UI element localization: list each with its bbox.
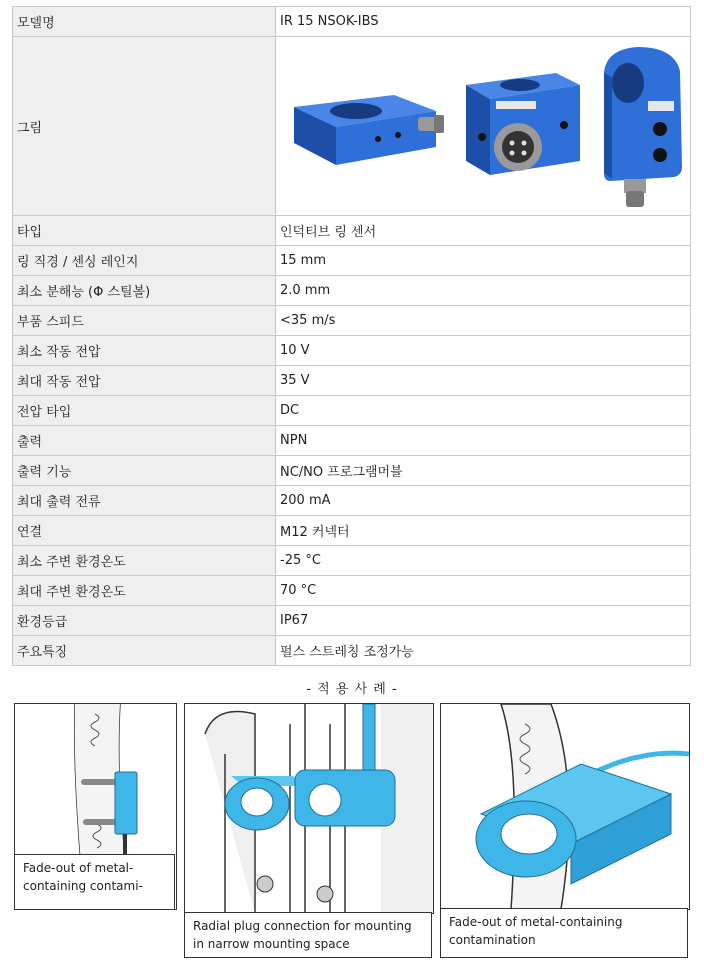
spec-value: DC	[276, 396, 691, 426]
spec-row-figure	[13, 37, 691, 216]
spec-table	[12, 6, 691, 666]
application-caption-1: Fade-out of metal-containing contami-	[14, 854, 175, 910]
spec-label: 전압 타입	[13, 396, 276, 426]
spec-value: 2.0 mm	[276, 276, 691, 306]
spec-row	[13, 216, 691, 246]
application-image-2	[184, 703, 434, 914]
spec-label: 링 직경 / 센싱 레인지	[13, 246, 276, 276]
application-caption-3: Fade-out of metal-containing contamination	[440, 908, 688, 958]
product-image-side-view	[286, 77, 446, 177]
spec-label: 모델명	[13, 7, 276, 37]
product-images-cell	[276, 37, 691, 216]
spec-label: 최소 주변 환경온도	[13, 546, 276, 576]
spec-row	[13, 336, 691, 366]
spec-label: 타입	[13, 216, 276, 246]
spec-value: NPN	[276, 426, 691, 456]
spec-value: NC/NO 프로그램머블	[276, 456, 691, 486]
spec-row	[13, 546, 691, 576]
spec-value: 펄스 스트레칭 조정가능	[276, 636, 691, 666]
spec-label: 최대 출력 전류	[13, 486, 276, 516]
spec-row	[13, 276, 691, 306]
spec-label: 연결	[13, 516, 276, 546]
spec-value: IR 15 NSOK-IBS	[276, 7, 691, 37]
spec-row	[13, 516, 691, 546]
spec-row	[13, 456, 691, 486]
spec-row	[13, 7, 691, 37]
application-caption-2: Radial plug connection for mounting in narrow mounting space	[184, 912, 432, 958]
spec-value: IP67	[276, 606, 691, 636]
applications-title: - 적 용 사 례 -	[306, 682, 398, 697]
spec-value: 10 V	[276, 336, 691, 366]
spec-value: 15 mm	[276, 246, 691, 276]
spec-value: 70 °C	[276, 576, 691, 606]
spec-value: M12 커넥터	[276, 516, 691, 546]
product-image-upright-view	[594, 43, 694, 213]
spec-value: 인덕티브 링 센서	[276, 216, 691, 246]
spec-label: 최소 분해능 (Φ 스틸볼)	[13, 276, 276, 306]
spec-row	[13, 306, 691, 336]
product-image-front-view	[456, 65, 586, 190]
spec-row	[13, 486, 691, 516]
application-image-3	[440, 703, 690, 910]
spec-label: 출력 기능	[13, 456, 276, 486]
spec-value: 35 V	[276, 366, 691, 396]
spec-label: 최대 작동 전압	[13, 366, 276, 396]
spec-label: 환경등급	[13, 606, 276, 636]
spec-value: <35 m/s	[276, 306, 691, 336]
spec-label: 최대 주변 환경온도	[13, 576, 276, 606]
spec-label: 부품 스피드	[13, 306, 276, 336]
spec-label: 주요특징	[13, 636, 276, 666]
spec-value: 200 mA	[276, 486, 691, 516]
spec-value: -25 °C	[276, 546, 691, 576]
spec-row	[13, 396, 691, 426]
spec-row	[13, 606, 691, 636]
spec-row	[13, 576, 691, 606]
spec-label: 출력	[13, 426, 276, 456]
spec-row	[13, 246, 691, 276]
spec-row	[13, 366, 691, 396]
spec-row	[13, 426, 691, 456]
spec-row	[13, 636, 691, 666]
spec-label: 최소 작동 전압	[13, 336, 276, 366]
spec-label: 그림	[13, 37, 276, 216]
